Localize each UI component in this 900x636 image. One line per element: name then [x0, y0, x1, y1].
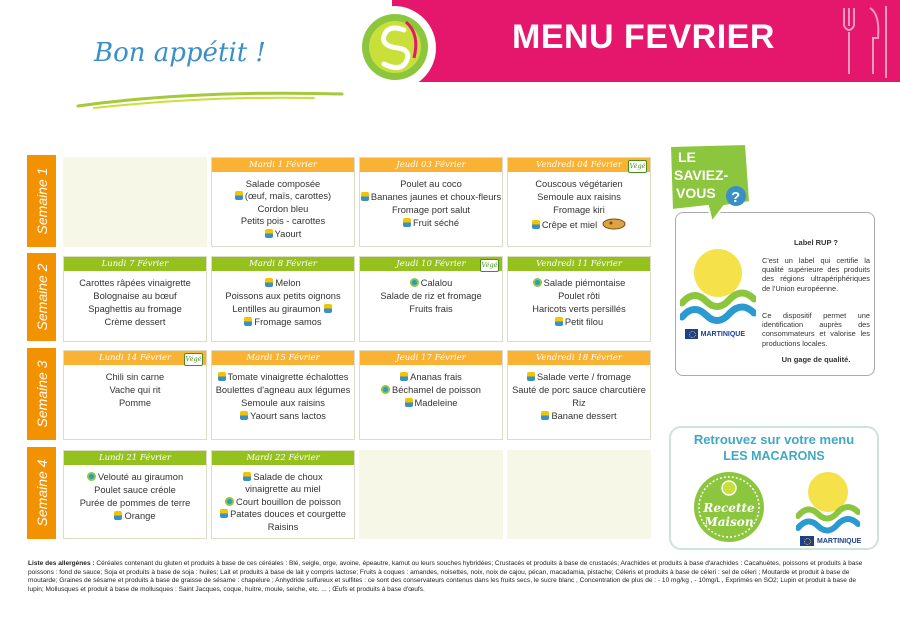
day-cell: [211, 450, 355, 539]
menu-item-text: Patates douces et courgette: [230, 509, 346, 520]
menu-item: [360, 204, 502, 217]
vege-badge: Végé: [480, 259, 499, 272]
day-header: Jeudi 10 Février: [360, 257, 502, 271]
day-header: Lundi 14 Février: [64, 351, 206, 365]
day-cell: [63, 350, 207, 440]
menu-item-text: Banane dessert: [551, 411, 617, 421]
menu-item: [64, 384, 206, 397]
svg-text:LE: LE: [678, 149, 696, 165]
day-header: Mardi 8 Février: [212, 257, 354, 271]
crepe-icon: [600, 217, 626, 231]
day-header: Vendredi 11 Février: [508, 257, 650, 271]
menu-item: [508, 277, 650, 290]
menu-item-text: Fruit séché: [413, 218, 459, 228]
menu-items: [212, 465, 354, 533]
menu-items: [360, 271, 502, 316]
menu-item: [64, 371, 206, 384]
menu-item-text: Raisins: [267, 521, 299, 532]
bio-label-icon: [527, 372, 535, 381]
menu-item: [212, 508, 354, 520]
day-header: Mardi 22 Février: [212, 451, 354, 465]
menu-item: [64, 497, 206, 510]
day-cell: [359, 256, 503, 342]
rup-footer: Un gage de qualité.: [781, 355, 851, 364]
menu-item: [508, 290, 650, 303]
day-header: Jeudi 17 Février: [360, 351, 502, 365]
menu-item: [212, 384, 354, 397]
menu-item-text: Tomate vinaigrette échalottes: [227, 372, 349, 382]
menu-item-text: Purée de pommes de terre: [79, 498, 191, 508]
rup-label-icon: [533, 278, 542, 287]
menu-item-text: Salade composée: [245, 179, 321, 189]
menu-item-text: Fromage port salut: [391, 205, 471, 215]
eu-flag-icon: [685, 329, 698, 339]
rup-paragraph-2: Ce dispositif permet une identification auprès des consommateurs et valorise les productions locales.: [762, 311, 870, 348]
menu-item: [508, 191, 650, 204]
week-label-4: Semaine 4: [27, 447, 56, 539]
menu-item-text: Couscous végétarien: [535, 179, 623, 189]
menu-item: [64, 471, 206, 484]
menu-item: [508, 316, 650, 329]
day-cell: [507, 350, 651, 440]
menu-item: [360, 290, 502, 303]
rup-label-icon: [381, 385, 390, 394]
day-cell: [211, 256, 355, 342]
bio-label-icon: [240, 411, 248, 420]
menu-item: [360, 217, 502, 230]
menu-item-text: Semoule aux raisins: [537, 192, 621, 202]
menu-item: [212, 471, 354, 483]
menu-item-text: Poulet sauce créole: [94, 485, 176, 495]
menu-item-text: Orange: [124, 511, 156, 521]
menu-item: [212, 496, 354, 508]
day-header: Vendredi 04 Février: [508, 158, 650, 172]
menu-item-text: Boulettes d'agneau aux légumes: [215, 385, 351, 395]
menu-items: [508, 271, 650, 329]
menu-item: [212, 303, 354, 316]
menu-item-text: Melon: [275, 278, 301, 288]
rup-label-icon: [225, 497, 234, 506]
day-header: Mardi 1 Février: [212, 158, 354, 172]
bio-label-icon: [541, 411, 549, 420]
allergens-text: Céréales contenant du gluten et produits à base de ces céréales : Blé, seigle, orge, avoine, épeautre, kamut ou leurs souches hybridées; Crustacés et produits à base de crustacés; Arachides et produits à base d'arachides : Cacahuètes, poissons et produits à base poissons : fond de sauce; Soja et produits à base de soja : huiles; Lait et produits à base de lait y compris lactose; Fruits à coques : amandes, noisettes, noix, noix de cajou, pécan, macadamia, pistache; Céleris et produits à base de céleri : sel de céleri ; Moutarde et produit à base de moutarde; Graines de sésame et produits à base de graisse de sésame : chapelure ; Anhydride sulfureux et sulfites : ce sont des conservateurs contenus dans les fruits secs, le sucre blanc , Concentration de plus de : - 10 mg/kg , - 10mg/L , Exprimés en SO2; Lupin et produit à base de lupin; Mollusques et produit à base de mollusques : Saint Jacques, coque, huitre, moule, seiche, etc. ... ; Œufs et produits à base d'œufs.: [28, 560, 863, 593]
recette-maison-macaron-icon: [692, 470, 766, 544]
menu-item: [64, 397, 206, 410]
day-cell: [507, 256, 651, 342]
brand-logo-icon: [360, 12, 430, 82]
bio-label-icon: [555, 317, 563, 326]
bio-label-icon: [265, 229, 273, 238]
menu-item-text: Pomme: [118, 398, 152, 408]
menu-item: [508, 410, 650, 423]
menu-item-text: Poissons aux petits oignons: [225, 291, 341, 301]
menu-items: [64, 365, 206, 410]
menu-item-text: Salade piémontaise: [543, 278, 626, 288]
menu-item: [212, 290, 354, 303]
bio-label-icon: [400, 372, 408, 381]
vege-badge: Végé: [628, 160, 647, 173]
menu-item: [212, 397, 354, 410]
menu-item: [212, 483, 354, 495]
menu-item-text: Salade de riz et fromage: [380, 291, 482, 301]
menu-item-text: (œuf, maïs, carottes): [244, 191, 332, 202]
page-title: MENU FEVRIER: [512, 18, 775, 56]
day-cell: [63, 256, 207, 342]
menu-item-text: Salade de choux: [253, 472, 323, 482]
svg-text:Recette: Recette: [703, 501, 755, 515]
martinique-flag: MARTINIQUE: [685, 328, 745, 340]
svg-text:SAVIEZ-: SAVIEZ-: [674, 167, 729, 183]
rup-title: Label RUP ?: [793, 238, 839, 247]
menu-items: [212, 172, 354, 240]
menu-item-text: Spaghettis au fromage: [88, 304, 182, 314]
menu-item: [508, 178, 650, 191]
day-cell: [63, 450, 207, 539]
menu-item: [212, 178, 354, 190]
menu-items: [212, 271, 354, 329]
menu-item: [64, 277, 206, 290]
header-banner: [392, 0, 900, 82]
menu-items: [508, 172, 650, 232]
menu-item-text: Poulet rôti: [558, 291, 600, 301]
menu-items: [508, 365, 650, 423]
menu-items: [360, 365, 502, 410]
menu-item: [360, 397, 502, 410]
menu-item-text: Haricots verts persillés: [532, 304, 626, 314]
day-cell: [359, 157, 503, 247]
day-cell: [507, 157, 651, 247]
allergens-list: [28, 560, 864, 594]
menu-item: [508, 204, 650, 217]
menu-item-text: Béchamel de poisson: [392, 385, 481, 395]
menu-item-text: Riz: [572, 398, 586, 408]
menu-item-text: Lentilles au giraumon: [232, 304, 321, 314]
empty-day-cell: [359, 450, 503, 539]
bio-label-icon: [220, 509, 228, 518]
eu-flag-icon: [800, 536, 814, 546]
menu-item: [360, 191, 502, 204]
menu-item-text: Petits pois - carottes: [240, 216, 326, 227]
empty-day-cell: [507, 450, 651, 539]
day-header: Vendredi 18 Février: [508, 351, 650, 365]
menu-item: [212, 521, 354, 533]
menu-item: [508, 217, 650, 232]
bio-label-icon: [403, 218, 411, 227]
swoosh-decoration: [74, 84, 346, 110]
bio-label-icon: [265, 278, 273, 287]
day-cell: [359, 350, 503, 440]
menu-item: [508, 371, 650, 384]
menu-item-text: Yaourt sans lactos: [250, 411, 326, 421]
menu-item-text: Fruits frais: [409, 304, 453, 314]
menu-item-text: Calalou: [420, 278, 453, 288]
menu-item-text: Ananas frais: [410, 372, 462, 382]
menu-item: [360, 371, 502, 384]
bon-appetit-tagline: Bon appétit !: [94, 38, 266, 68]
menu-item-text: Fromage kiri: [553, 205, 605, 215]
menu-item-text: Madeleine: [414, 398, 458, 408]
menu-items: [64, 271, 206, 329]
macarons-subheading: LES MACARONS: [723, 449, 825, 463]
menu-item: [508, 303, 650, 316]
menu-item-text: Vache qui rit: [109, 385, 161, 395]
menu-item-text: vinaigrette au miel: [245, 484, 321, 495]
day-cell: [211, 157, 355, 247]
bio-label-icon: [532, 220, 540, 229]
menu-items: [64, 465, 206, 523]
macarons-heading: Retrouvez sur votre menu: [693, 432, 855, 447]
menu-item: [360, 178, 502, 191]
menu-item-text: Chili sin carne: [105, 372, 165, 382]
menu-item-text: Yaourt: [274, 228, 302, 239]
menu-item: [64, 316, 206, 329]
menu-item-text: Carottes râpées vinaigrette: [79, 278, 191, 288]
menu-item: [64, 510, 206, 523]
menu-item: [212, 316, 354, 329]
menu-item-text: Petit filou: [564, 317, 604, 327]
rup-label-icon: [87, 472, 96, 481]
menu-item-text: Velouté au giraumon: [97, 472, 184, 482]
svg-text:Maison: Maison: [704, 515, 754, 529]
cutlery-icon: [836, 4, 892, 78]
week-label-3: Semaine 3: [27, 348, 56, 440]
menu-item: [360, 384, 502, 397]
day-cell: [211, 350, 355, 440]
bio-label-icon: [235, 191, 243, 200]
svg-text:VOUS: VOUS: [676, 185, 716, 201]
menu-item-text: Cordon bleu: [257, 203, 309, 214]
day-header: Lundi 21 Février: [64, 451, 206, 465]
menu-item-text: Sauté de porc sauce charcutière: [512, 385, 646, 395]
menu-item: [212, 410, 354, 423]
day-header: Lundi 7 Février: [64, 257, 206, 271]
vege-badge: Végé: [184, 353, 203, 366]
menu-items: [360, 172, 502, 230]
menu-items: [212, 365, 354, 423]
menu-item: [212, 277, 354, 290]
rup-paragraph-1: C'est un label qui certifie la qualité supérieure des produits des régions ultrapériphériques de l'Union européenne.: [762, 256, 870, 293]
menu-item-text: Crème dessert: [104, 317, 166, 327]
allergens-label: Liste des allergènes :: [28, 560, 95, 567]
menu-item-text: Poulet au coco: [400, 179, 462, 189]
menu-item: [508, 384, 650, 397]
menu-item-text: Court bouillon de poisson: [236, 496, 341, 507]
menu-item: [212, 203, 354, 215]
week-label-2: Semaine 2: [27, 253, 56, 341]
day-header: Jeudi 03 Février: [360, 158, 502, 172]
menu-item: [360, 277, 502, 290]
menu-item-text: Crêpe et miel: [541, 220, 598, 230]
bio-label-icon: [361, 192, 369, 201]
bio-label-icon: [114, 511, 122, 520]
menu-item: [64, 290, 206, 303]
menu-item: [64, 484, 206, 497]
menu-item-text: Semoule aux raisins: [241, 398, 325, 408]
menu-item: [212, 371, 354, 384]
empty-day-cell: [63, 157, 207, 247]
menu-item-text: Bolognaise au bœuf: [93, 291, 177, 301]
bio-label-icon: [405, 398, 413, 407]
menu-item: [212, 190, 354, 202]
bio-label-icon: [244, 317, 252, 326]
menu-item: [212, 215, 354, 227]
menu-item-text: Salade verte / fromage: [536, 372, 632, 382]
bio-label-icon: [324, 304, 332, 313]
martinique-flag-small: MARTINIQUE: [800, 536, 861, 546]
rup-logo-icon: [680, 245, 756, 341]
menu-item: [508, 397, 650, 410]
day-header: Mardi 15 Février: [212, 351, 354, 365]
svg-text:?: ?: [731, 189, 741, 206]
menu-item-text: Bananes jaunes et choux-fleurs: [370, 192, 502, 202]
menu-item: [360, 303, 502, 316]
menu-item: [64, 303, 206, 316]
bio-label-icon: [218, 372, 226, 381]
menu-item-text: Fromage samos: [254, 317, 322, 327]
bio-label-icon: [243, 472, 251, 481]
rup-label-icon: [410, 278, 419, 287]
saviez-vous-badge: [664, 140, 754, 224]
week-label-1: Semaine 1: [27, 155, 56, 247]
menu-item: [212, 228, 354, 240]
